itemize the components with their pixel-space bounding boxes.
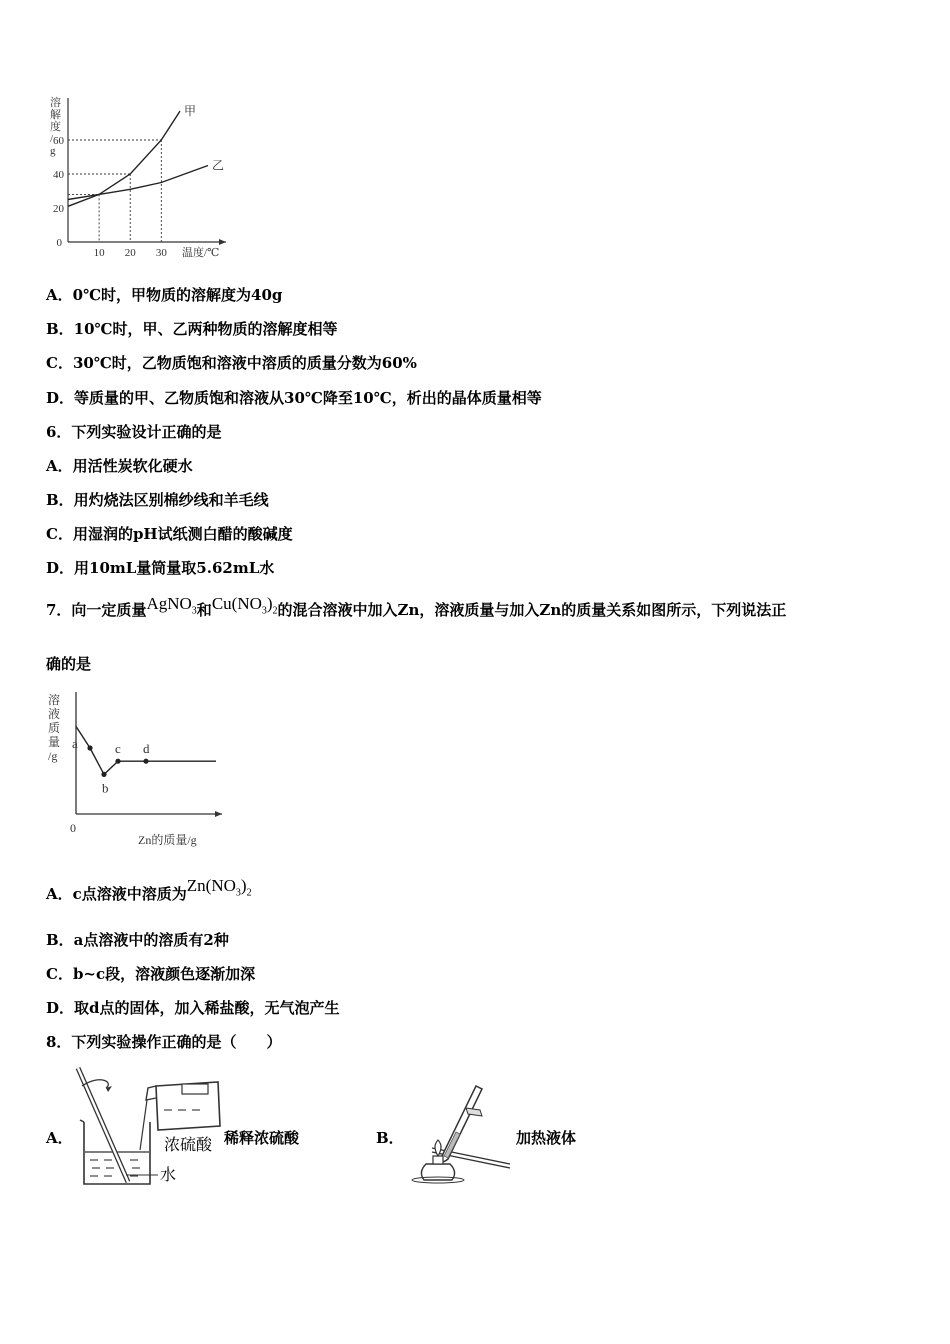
x-axis-label: Zn的质量/g (138, 833, 197, 847)
formula-cuno32-sub: 3 (261, 605, 267, 617)
q6-option-b: B．用灼烧法区别棉纱线和羊毛线 (46, 491, 269, 509)
heating-svg (402, 1082, 518, 1190)
y-tick-label: 60 (53, 135, 64, 147)
origin-label: 0 (70, 821, 76, 835)
acid-label: 浓硫酸 (164, 1137, 213, 1154)
q7-option-b: B．a点溶液中的溶质有2种 (46, 931, 229, 949)
x-tick-label: 20 (124, 247, 136, 258)
q5-option-b: B．10℃时，甲、乙两种物质的溶解度相等 (46, 320, 338, 338)
q7-stem-part1: 7．向一定质量 (46, 601, 147, 619)
point-b (101, 772, 106, 777)
alcohol-lamp-icon (412, 1140, 464, 1183)
y-tick-label: 20 (53, 203, 64, 215)
zn-chart-svg (44, 690, 234, 850)
formula-znno32-close: ) (240, 876, 247, 895)
point-a (87, 745, 92, 750)
q8-option-a-text: 稀释浓硫酸 (224, 1129, 300, 1147)
formula-cuno32-close: ) (266, 594, 273, 613)
q7-option-c: C．b~c段，溶液颜色逐渐加深 (46, 965, 256, 983)
x-tick-label: 30 (155, 247, 167, 258)
y-axis-label-char: 溶 (48, 693, 61, 707)
zn-chart (44, 690, 234, 850)
y-axis-label-char: /g (48, 749, 58, 763)
q6-option-d: D．用10mL量筒量取5.62mL水 (46, 559, 275, 577)
series-line-1 (68, 111, 180, 206)
q8-option-b-text: 加热液体 (516, 1129, 577, 1147)
water-label: 水 (160, 1167, 177, 1184)
x-axis-arrow (219, 239, 226, 245)
q6-option-a: A．用活性炭软化硬水 (46, 457, 193, 475)
x-axis-label: 温度/℃ (182, 247, 220, 258)
test-tube-icon (440, 1086, 482, 1162)
y-axis-label-char: 液 (48, 707, 61, 721)
point-d (143, 759, 148, 764)
formula-agno3-sub: 3 (191, 605, 197, 617)
solubility-chart-svg (44, 96, 234, 258)
q7-stem (46, 594, 787, 627)
q7-stem-part3: 的混合溶液中加入Zn，溶液质量与加入Zn的质量关系如图所示，下列说法正 (277, 601, 787, 619)
formula-cuno32-main: Cu(NO (211, 594, 262, 613)
formula-znno32-main: Zn(NO (186, 876, 236, 895)
formula-cuno32-sub2: 2 (272, 605, 278, 617)
formula-cuno32 (211, 594, 278, 617)
y-axis-label-char: / (50, 133, 54, 145)
q6-option-c: C．用湿润的pH试纸测白醋的酸碱度 (46, 525, 293, 543)
formula-znno32-sub2: 2 (246, 887, 252, 899)
q7-stem-part2: 和 (196, 601, 212, 619)
point-label-d: d (143, 741, 150, 757)
y-axis-label-char: 溶 (50, 97, 61, 109)
dilution-illustration (70, 1064, 222, 1190)
formula-agno3 (146, 594, 197, 617)
formula-agno3-main: AgNO (146, 594, 192, 613)
formula-znno32-sub: 3 (235, 887, 241, 899)
acid-bottle-icon (146, 1082, 220, 1130)
q7-option-d: D．取d点的固体，加入稀盐酸，无气泡产生 (46, 999, 340, 1017)
y-axis-label-char: 解 (50, 109, 61, 121)
x-axis-arrow (215, 811, 222, 817)
y-tick-label: 40 (53, 169, 64, 181)
y-axis-label-char: 量 (48, 735, 61, 749)
beaker-lip (80, 1120, 84, 1122)
series-label-2: 乙 (212, 158, 225, 173)
water-dashes (90, 1160, 140, 1176)
x-tick-label: 10 (93, 247, 105, 258)
formula-znno32 (186, 876, 252, 899)
y-axis-label-char: 度 (50, 121, 61, 133)
point-label-a: a (72, 736, 78, 751)
origin-label: 0 (56, 237, 62, 249)
y-axis-label-char: g (50, 145, 56, 157)
q8-stem: 8．下列实验操作正确的是（ ） (46, 1033, 282, 1051)
q5-option-a: A．0℃时，甲物质的溶解度为40g (46, 286, 283, 304)
point-label-c: c (115, 741, 121, 757)
q5-option-c: C．30℃时，乙物质饱和溶液中溶质的质量分数为60% (46, 354, 417, 372)
q5-option-d: D．等质量的甲、乙物质饱和溶液从30℃降至10℃，析出的晶体质量相等 (46, 389, 542, 407)
y-axis-label-char: 质 (48, 721, 61, 735)
point-label-b: b (102, 780, 109, 796)
solubility-chart (44, 96, 234, 258)
series-label-1: 甲 (184, 104, 197, 119)
q7-option-a (46, 876, 252, 911)
q8-option-b-letter: B． (376, 1129, 404, 1147)
point-c (115, 759, 120, 764)
q8-option-a-letter: A． (46, 1129, 73, 1147)
q7-stem-line2: 确的是 (46, 655, 92, 673)
dilution-svg (70, 1064, 222, 1190)
q6-stem: 6．下列实验设计正确的是 (46, 423, 222, 441)
pour-stream (140, 1100, 147, 1150)
q7-option-a-text: A．c点溶液中溶质为 (46, 885, 187, 903)
heating-illustration (402, 1082, 518, 1190)
